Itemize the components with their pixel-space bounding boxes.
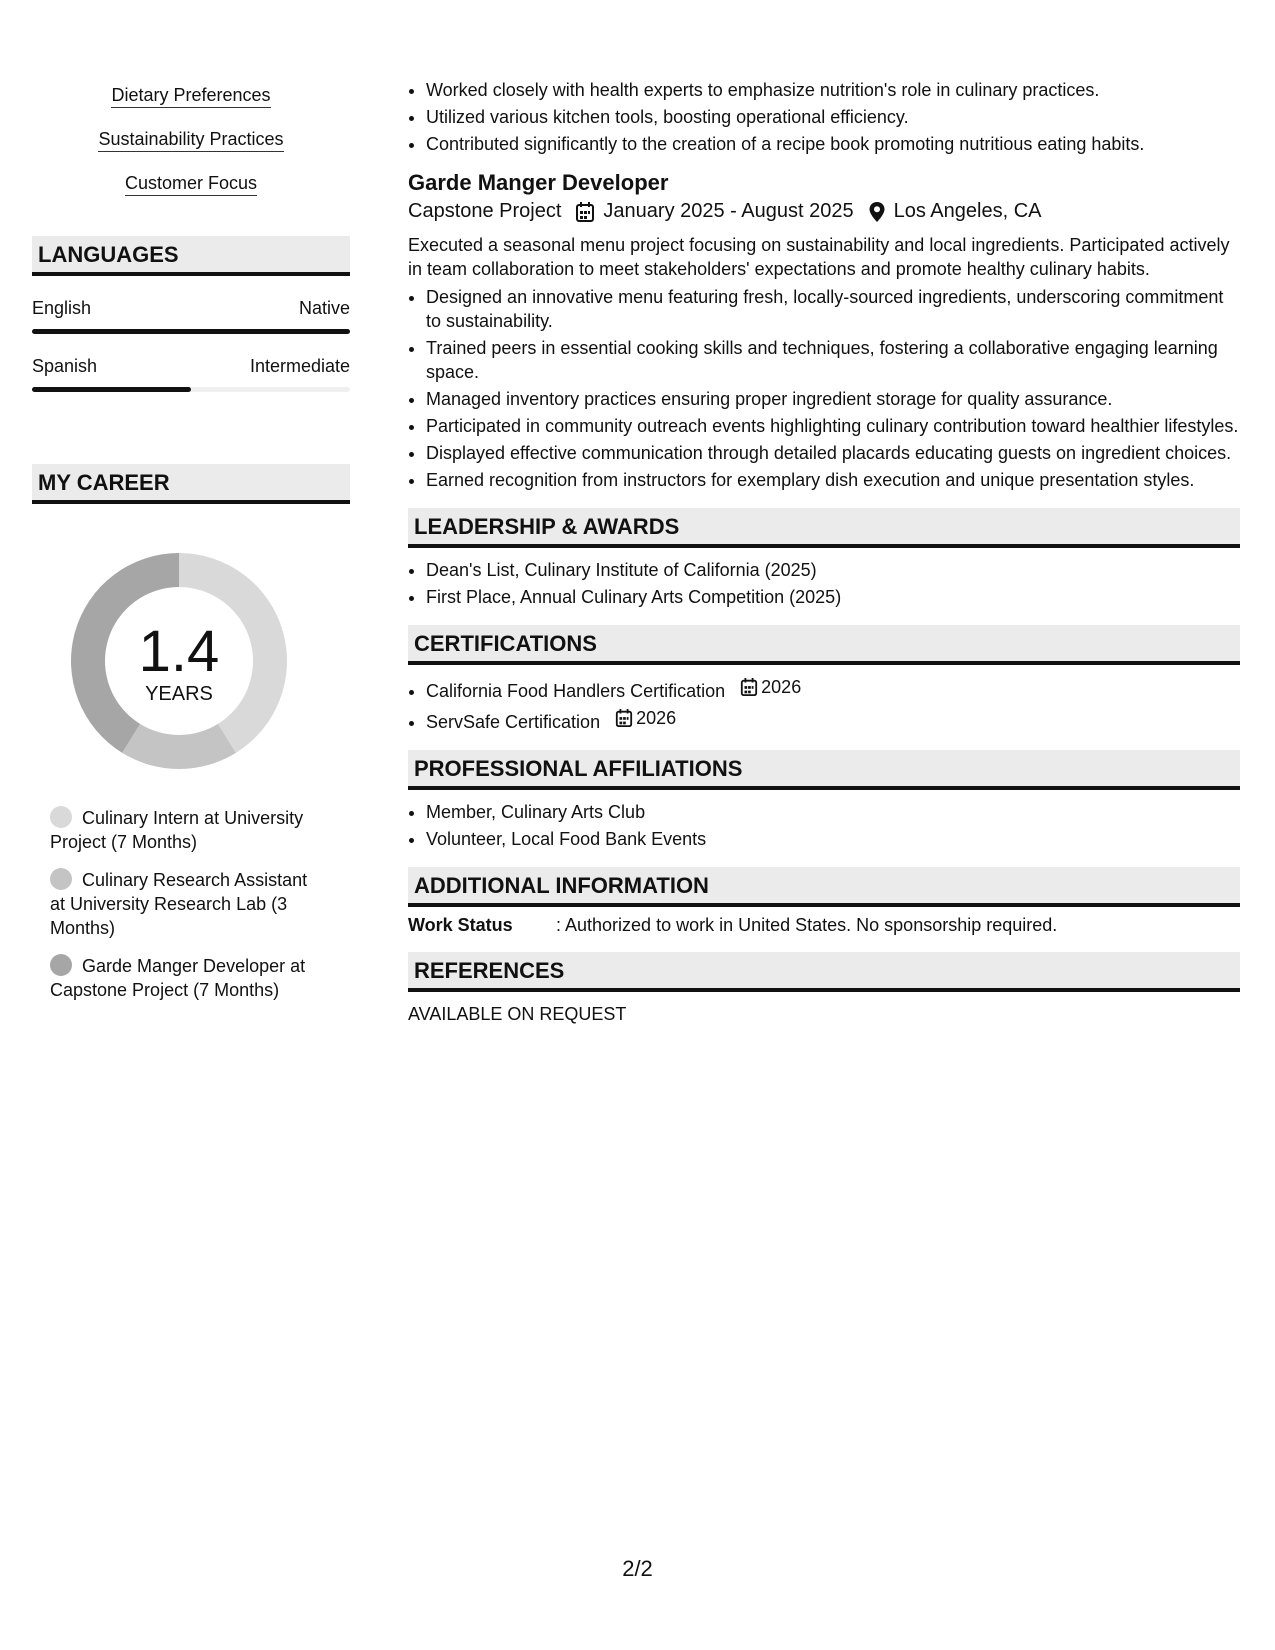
list-item: • Designed an innovative menu featuring fresh, locally-sourced ingredients, underscoring commitment to sustainability. [426, 285, 1240, 333]
additional-info-heading: ADDITIONAL INFORMATION [408, 867, 1240, 907]
list-item: • Utilized various kitchen tools, boosting operational efficiency. [426, 105, 1240, 129]
career-unit-label: YEARS [145, 683, 213, 705]
affiliations-heading: PROFESSIONAL AFFILIATIONS [408, 750, 1240, 790]
languages-section [32, 236, 350, 392]
legend-dot-icon [50, 806, 72, 828]
calendar-icon [575, 201, 595, 223]
career-total-years: 1.4 [138, 619, 220, 684]
career-legend-item: Culinary Intern at University Project (7 Months) [50, 808, 304, 852]
language-name: English [32, 298, 92, 318]
language-proficiency-fill [32, 387, 191, 392]
cert-name: ServSafe Certification [426, 712, 601, 732]
list-item: • Member, Culinary Arts Club [426, 800, 1240, 824]
career-legend-item: Culinary Research Assistant at University Research Lab (3 Months) [50, 870, 308, 938]
left-column [32, 84, 350, 1016]
list-item: • Earned recognition from instructors for exemplary dish execution and unique presentation styles. [426, 468, 1240, 492]
job-bullets [408, 285, 1240, 492]
list-item: • Volunteer, Local Food Bank Events [426, 827, 1240, 851]
info-row [408, 915, 1240, 936]
legend-dot-icon [50, 954, 72, 976]
skill-tag: Customer Focus [32, 172, 350, 196]
language-item [32, 298, 350, 334]
job-entry [408, 170, 1240, 492]
job-company: Capstone Project [408, 200, 562, 222]
list-item: • Managed inventory practices ensuring proper ingredient storage for quality assurance. [426, 387, 1240, 411]
job-title: Garde Manger Developer [408, 170, 669, 195]
career-donut-chart [64, 546, 294, 776]
affiliations-section [408, 750, 1240, 851]
leadership-heading: LEADERSHIP & AWARDS [408, 508, 1240, 548]
info-label: Work Status [408, 915, 513, 935]
list-item: • Trained peers in essential cooking skills and techniques, fostering a collaborative engaging learning space. [426, 336, 1240, 384]
list-item: • Participated in community outreach events highlighting culinary contribution toward healthier lifestyles. [426, 414, 1240, 438]
certifications-heading: CERTIFICATIONS [408, 625, 1240, 665]
previous-job-bullets [408, 78, 1240, 156]
references-text: AVAILABLE ON REQUEST [408, 1004, 627, 1024]
calendar-icon [615, 708, 633, 728]
list-item: • Worked closely with health experts to emphasize nutrition's role in culinary practices. [426, 78, 1240, 102]
list-item [426, 706, 1240, 734]
language-proficiency-fill [32, 329, 350, 334]
references-heading: REFERENCES [408, 952, 1240, 992]
job-dates: January 2025 - August 2025 [603, 200, 854, 222]
language-proficiency-bar [32, 329, 350, 334]
job-location: Los Angeles, CA [893, 200, 1042, 222]
calendar-icon [740, 677, 758, 697]
language-item [32, 356, 350, 392]
leadership-section [408, 508, 1240, 609]
cert-name: California Food Handlers Certification [426, 681, 726, 701]
languages-heading: LANGUAGES [32, 236, 350, 276]
language-proficiency-bar [32, 387, 350, 392]
location-pin-icon [868, 201, 886, 223]
language-name: Spanish [32, 356, 98, 376]
additional-info-section [408, 867, 1240, 936]
language-level: Intermediate [249, 356, 350, 376]
list-item: • Contributed significantly to the creation of a recipe book promoting nutritious eating habits. [426, 132, 1240, 156]
career-legend-item: Garde Manger Developer at Capstone Project (7 Months) [50, 956, 306, 1000]
career-legend [50, 806, 320, 1002]
list-item: • Displayed effective communication through detailed placards educating guests on ingredient choices. [426, 441, 1240, 465]
job-meta [408, 200, 1240, 223]
references-section [408, 952, 1240, 1025]
list-item: • First Place, Annual Culinary Arts Competition (2025) [426, 585, 1240, 609]
language-level: Native [298, 298, 350, 318]
career-section [32, 464, 350, 1002]
certifications-section [408, 625, 1240, 734]
skill-tag: Dietary Preferences [32, 84, 350, 108]
job-description: Executed a seasonal menu project focusing on sustainability and local ingredients. Participated actively in team collaboration to meet stakeholders' expectations and promote healthy culinary habits. [408, 235, 1230, 279]
cert-year: 2026 [636, 708, 677, 728]
list-item [426, 675, 1240, 703]
cert-year: 2026 [761, 677, 802, 697]
legend-dot-icon [50, 868, 72, 890]
career-heading: MY CAREER [32, 464, 350, 504]
list-item: • Dean's List, Culinary Institute of California (2025) [426, 558, 1240, 582]
right-column [408, 78, 1240, 1025]
skill-tag: Sustainability Practices [32, 128, 350, 152]
page-number: 2/2 [622, 1556, 653, 1581]
info-value: : Authorized to work in United States. No sponsorship required. [556, 915, 1058, 935]
